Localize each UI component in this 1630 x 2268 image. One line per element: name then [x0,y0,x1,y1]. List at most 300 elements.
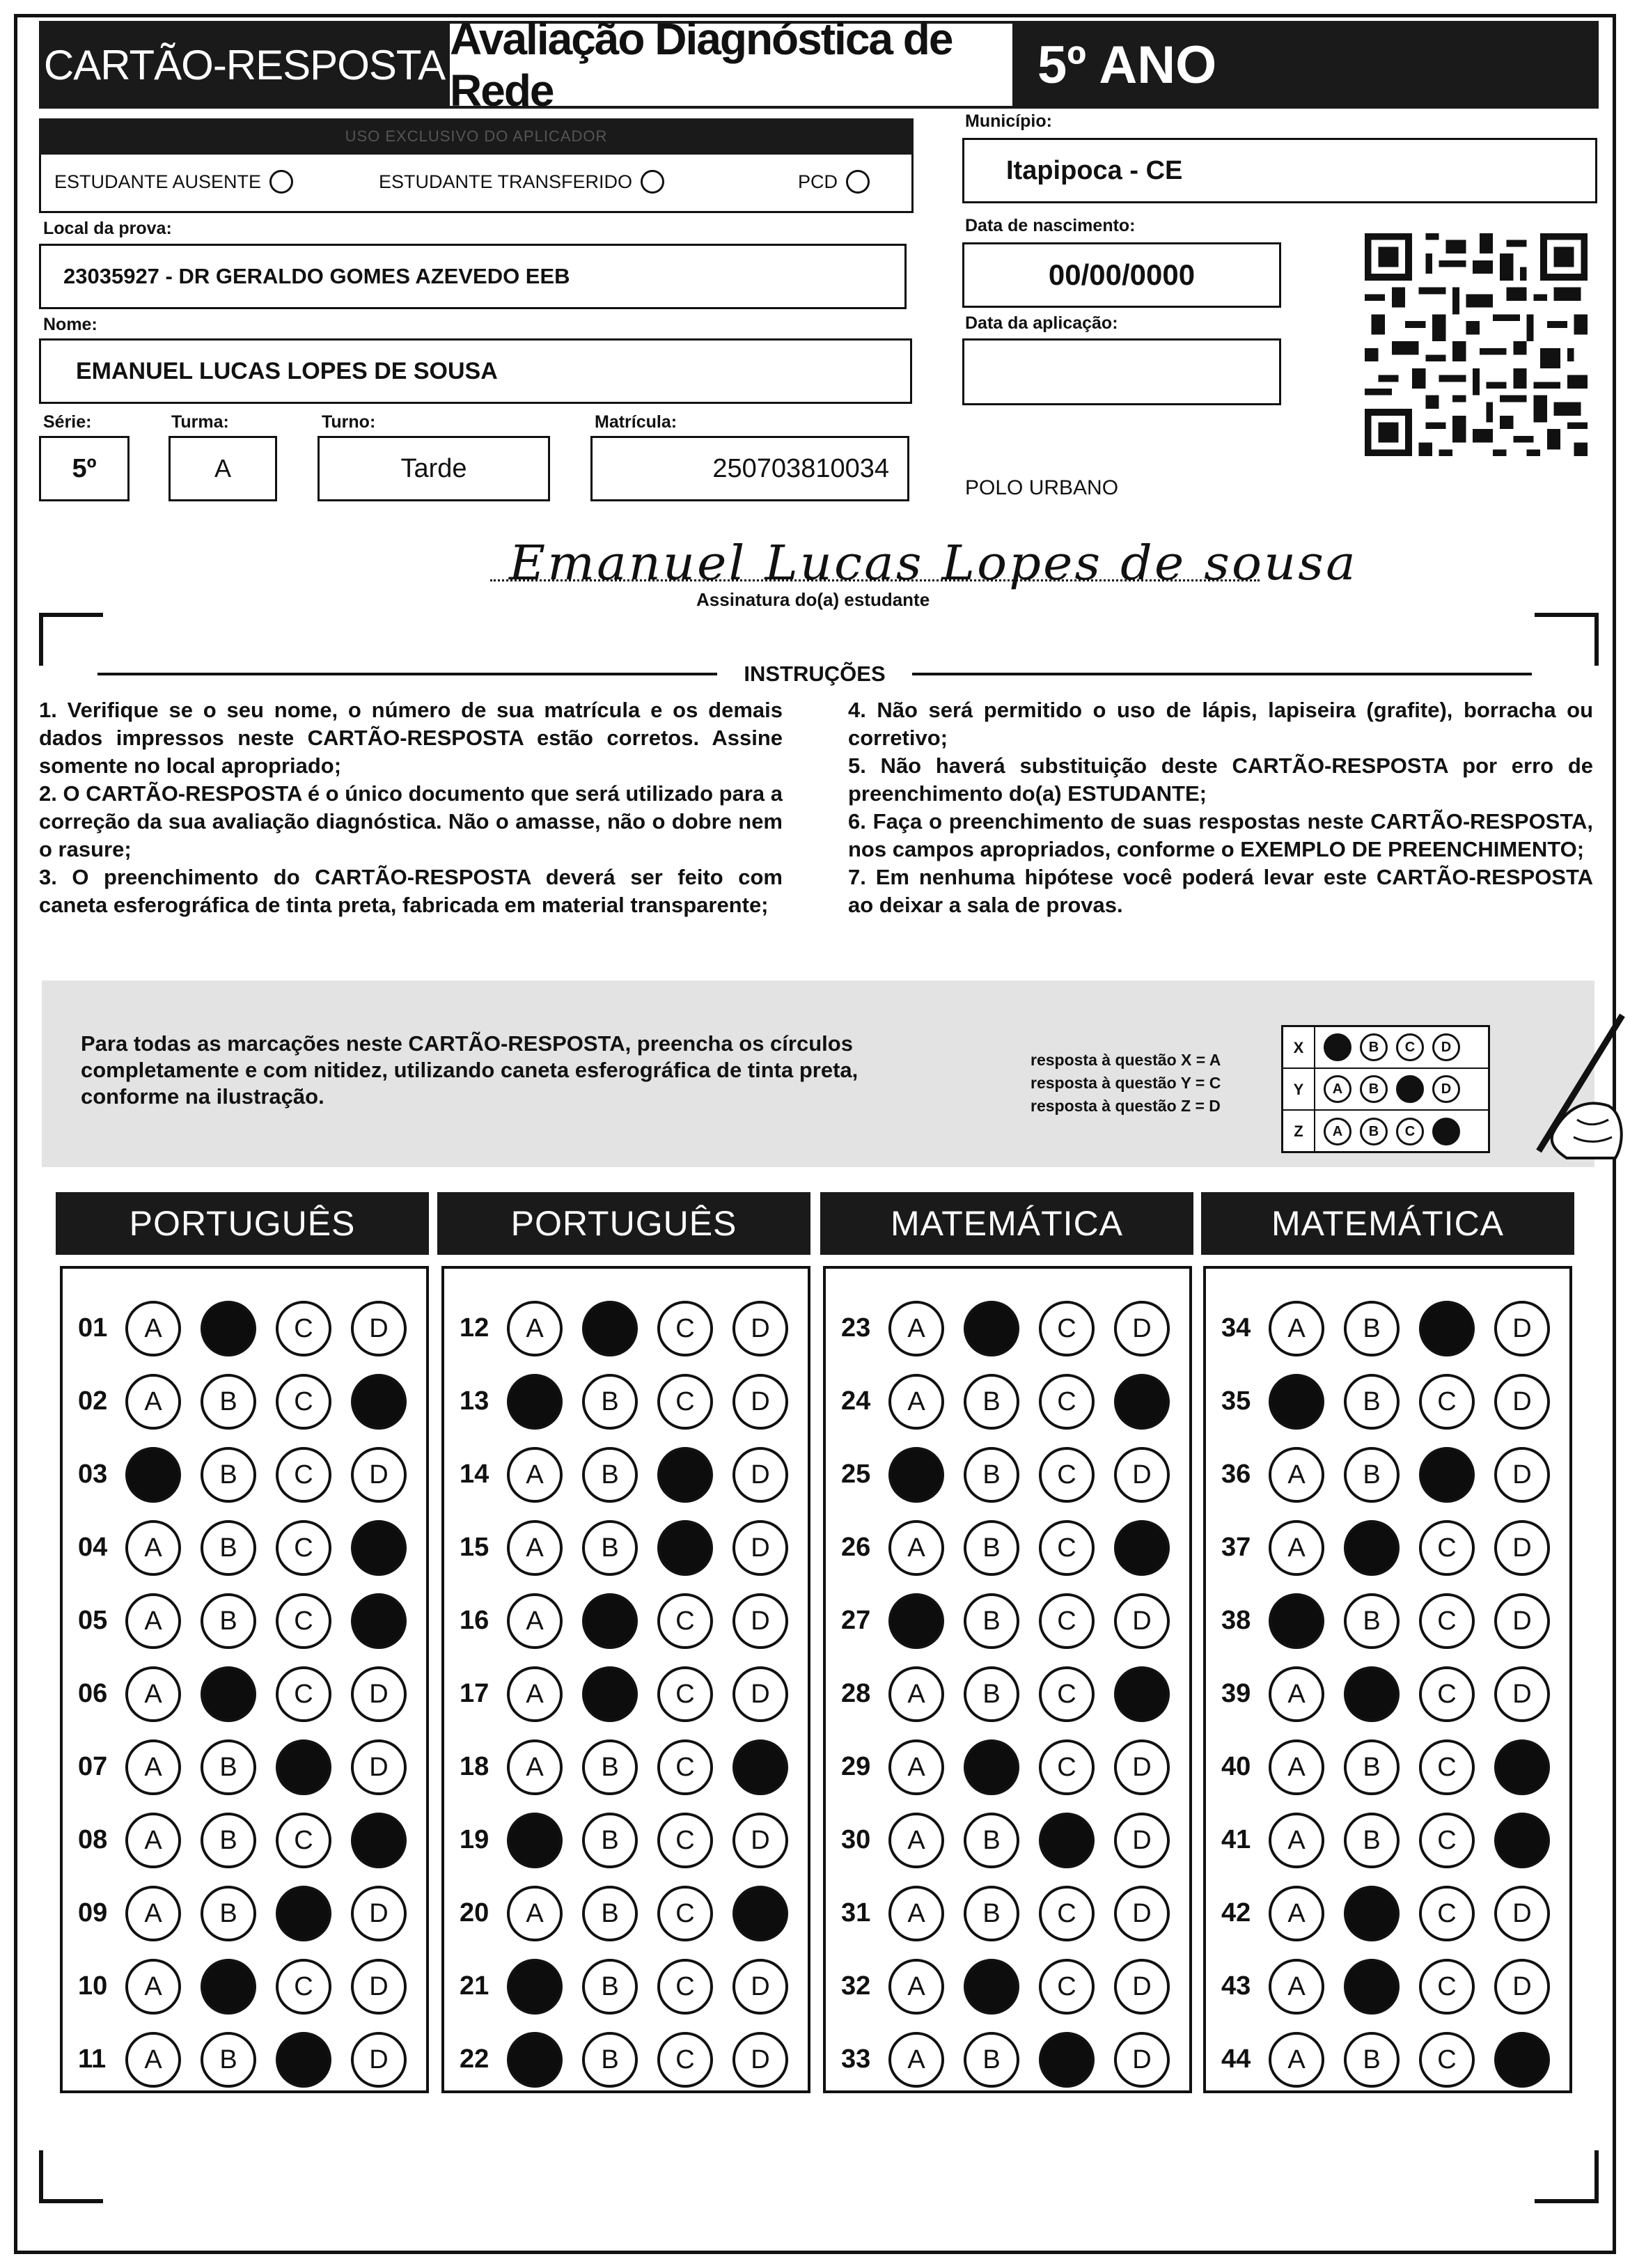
example-bubble: A [1324,1075,1351,1103]
question-number: 19 [460,1825,489,1854]
question-number: 34 [1221,1313,1251,1343]
answer-bubble-d[interactable]: D [1114,1593,1170,1649]
absent-option[interactable] [54,170,293,194]
answer-bubble-b[interactable] [201,1959,256,2015]
answer-bubble-c[interactable]: C [657,1301,713,1356]
question-row [826,1516,1189,1579]
question-row [63,1808,426,1871]
answer-bubble-c[interactable] [1039,1813,1095,1868]
pcd-label: PCD [798,171,838,192]
answer-bubble-b[interactable]: B [1344,1593,1400,1649]
answer-bubble-a[interactable]: A [888,1813,944,1868]
answer-bubble-a[interactable]: A [888,1666,944,1722]
question-number: 05 [78,1606,108,1635]
example-row [1283,1111,1488,1152]
turma-label: Turma: [171,412,229,432]
question-number: 37 [1221,1533,1251,1562]
answer-bubble-a[interactable]: A [507,1301,563,1356]
question-row [63,1370,426,1432]
question-row [826,2028,1189,2090]
answer-bubble-b[interactable] [1344,1666,1400,1722]
answer-bubble-b[interactable]: B [1344,1374,1400,1430]
legend-line: resposta à questão X = A [1030,1051,1221,1069]
question-row [1206,1882,1569,1944]
instructions-rule-left [97,673,717,675]
transferred-bubble[interactable] [641,170,664,194]
question-number: 35 [1221,1386,1251,1416]
answer-bubble-c[interactable]: C [276,1520,331,1576]
answer-bubble-c[interactable]: C [1419,1666,1475,1722]
question-row [826,1735,1189,1798]
answer-column [60,1266,429,2093]
answer-bubble-a[interactable] [1269,1593,1324,1649]
answer-bubble-d[interactable]: D [351,1666,407,1722]
answer-bubble-c[interactable]: C [1039,1593,1095,1649]
answer-bubble-a[interactable]: A [507,1666,563,1722]
question-number: 32 [841,1971,871,2001]
answer-bubble-c[interactable]: C [276,1959,331,2015]
answer-bubble-a[interactable]: A [507,1739,563,1795]
answer-bubble-b[interactable]: B [201,1886,256,1941]
answer-bubble-a[interactable]: A [1269,1666,1324,1722]
answer-bubble-d[interactable]: D [1494,1886,1550,1941]
question-number: 33 [841,2044,871,2074]
answer-bubble-d[interactable]: D [1494,1520,1550,1576]
answer-bubble-b[interactable] [1344,1520,1400,1576]
answer-bubble-b[interactable]: B [1344,2032,1400,2088]
answer-bubble-b[interactable]: B [964,1886,1019,1941]
question-number: 23 [841,1313,871,1343]
question-row [444,1516,808,1579]
answer-bubble-a[interactable]: A [125,1666,181,1722]
answer-bubble-a[interactable]: A [888,2032,944,2088]
answer-bubble-b[interactable] [964,1739,1019,1795]
answer-bubble-d[interactable]: D [732,1666,788,1722]
answer-bubble-b[interactable]: B [201,1374,256,1430]
answer-bubble-d[interactable] [732,1739,788,1795]
answer-bubble-c[interactable] [276,1739,331,1795]
question-row [1206,1662,1569,1725]
answer-bubble-b[interactable] [582,1301,638,1356]
answer-bubble-d[interactable] [351,1593,407,1649]
answer-bubble-a[interactable]: A [125,1593,181,1649]
question-number: 20 [460,1898,489,1927]
application-date-label: Data da aplicação: [965,313,1118,333]
answer-bubble-b[interactable] [201,1301,256,1356]
question-row [826,1443,1189,1506]
example-bubble: D [1432,1033,1460,1061]
question-row [444,1662,808,1725]
answer-bubble-c[interactable] [657,1520,713,1576]
question-number: 08 [78,1825,108,1854]
question-row [444,1589,808,1652]
answer-bubble-b[interactable]: B [964,1593,1019,1649]
answer-bubble-d[interactable]: D [1494,1959,1550,2015]
question-row [444,1882,808,1944]
answer-bubble-a[interactable] [507,1959,563,2015]
name-label: Nome: [43,315,97,334]
pcd-option[interactable] [798,170,870,194]
answer-bubble-b[interactable]: B [964,1813,1019,1868]
answer-bubble-b[interactable]: B [964,1666,1019,1722]
question-number: 15 [460,1533,489,1562]
answer-bubble-b[interactable]: B [964,1520,1019,1576]
answer-bubble-d[interactable]: D [1114,1886,1170,1941]
exam-title: Avaliação Diagnóstica de Rede [450,24,1012,106]
question-number: 40 [1221,1752,1251,1781]
answer-bubble-d[interactable] [351,1520,407,1576]
answer-bubble-b[interactable] [582,1593,638,1649]
answer-bubble-d[interactable]: D [1494,1447,1550,1503]
answer-bubble-d[interactable]: D [351,1886,407,1941]
answer-bubble-a[interactable]: A [1269,1813,1324,1868]
section-header: MATEMÁTICA [820,1192,1193,1255]
answer-bubble-b[interactable]: B [201,1593,256,1649]
question-row [444,1808,808,1871]
question-number: 27 [841,1606,871,1635]
corner-mark-bottom-left [39,2150,103,2203]
serie-field: 5º [39,436,130,501]
answer-bubble-d[interactable]: D [1494,1301,1550,1356]
answer-bubble-d[interactable]: D [732,1374,788,1430]
answer-bubble-c[interactable]: C [657,1959,713,2015]
answer-bubble-c[interactable] [276,1886,331,1941]
corner-mark-top-right [1535,613,1599,666]
answer-bubble-d[interactable]: D [1114,1739,1170,1795]
answer-bubble-c[interactable]: C [276,1593,331,1649]
answer-bubble-c[interactable]: C [1039,1739,1095,1795]
answer-bubble-d[interactable]: D [1114,1959,1170,2015]
question-number: 28 [841,1679,871,1708]
answer-bubble-d[interactable]: D [1114,1813,1170,1868]
answer-bubble-b[interactable]: B [964,1447,1019,1503]
answer-bubble-a[interactable]: A [1269,1447,1324,1503]
question-row [63,1882,426,1944]
example-bubble [1324,1033,1351,1061]
answer-bubble-c[interactable]: C [657,1374,713,1430]
question-number: 38 [1221,1606,1251,1635]
question-number: 01 [78,1313,108,1343]
question-number: 12 [460,1313,489,1343]
answer-bubble-d[interactable]: D [351,1739,407,1795]
example-bubble: C [1396,1033,1424,1061]
question-row [1206,1516,1569,1579]
answer-bubble-d[interactable]: D [1114,2032,1170,2088]
answer-bubble-b[interactable] [1344,1959,1400,2015]
transferred-label: ESTUDANTE TRANSFERIDO [379,171,633,192]
answer-bubble-a[interactable]: A [1269,1959,1324,2015]
question-row [1206,1735,1569,1798]
signature-line [490,579,1260,581]
question-number: 16 [460,1606,489,1635]
answer-bubble-b[interactable]: B [201,2032,256,2088]
answer-bubble-b[interactable] [964,1959,1019,2015]
answer-bubble-d[interactable]: D [351,2032,407,2088]
answer-bubble-d[interactable] [1114,1666,1170,1722]
question-row [63,2028,426,2090]
answer-bubble-c[interactable]: C [1039,1374,1095,1430]
answer-bubble-a[interactable]: A [888,1374,944,1430]
example-row-key: Z [1283,1111,1315,1152]
answer-bubble-c[interactable] [1419,1301,1475,1356]
answer-bubble-d[interactable]: D [351,1447,407,1503]
answer-bubble-b[interactable]: B [582,1374,638,1430]
question-number: 02 [78,1386,108,1416]
answer-bubble-a[interactable]: A [125,1520,181,1576]
absent-bubble[interactable] [269,170,293,194]
answer-bubble-a[interactable]: A [888,1886,944,1941]
answer-bubble-b[interactable]: B [582,1447,638,1503]
answer-bubble-c[interactable]: C [1039,1959,1095,2015]
answer-bubble-d[interactable] [351,1813,407,1868]
answer-bubble-c[interactable]: C [276,1301,331,1356]
answer-bubble-c[interactable]: C [1419,1739,1475,1795]
answer-bubble-d[interactable]: D [1114,1447,1170,1503]
pcd-bubble[interactable] [846,170,870,194]
answer-bubble-d[interactable] [732,1886,788,1941]
question-number: 36 [1221,1460,1251,1489]
answer-bubble-b[interactable]: B [1344,1813,1400,1868]
turno-field: Tarde [318,436,550,501]
answer-bubble-c[interactable]: C [276,1374,331,1430]
answer-bubble-c[interactable]: C [657,1886,713,1941]
question-row [826,1808,1189,1871]
answer-bubble-c[interactable]: C [1039,1520,1095,1576]
question-row [826,1882,1189,1944]
location-label: Local da prova: [43,219,172,238]
answer-bubble-a[interactable]: A [507,1520,563,1576]
answer-bubble-c[interactable]: C [1419,1886,1475,1941]
example-bubble: C [1396,1118,1424,1145]
question-number: 18 [460,1752,489,1781]
fill-example-grid [1281,1025,1490,1153]
answer-bubble-c[interactable]: C [1419,1374,1475,1430]
transferred-option[interactable] [379,170,664,194]
answer-bubble-a[interactable]: A [507,1447,563,1503]
answer-bubble-c[interactable]: C [276,1666,331,1722]
answer-bubble-a[interactable] [507,1813,563,1868]
answer-bubble-a[interactable]: A [1269,1886,1324,1941]
answer-bubble-c[interactable]: C [1419,1959,1475,2015]
question-row [63,1516,426,1579]
answer-bubble-a[interactable]: A [1269,1739,1324,1795]
question-row [1206,1297,1569,1359]
answer-bubble-a[interactable]: A [507,1886,563,1941]
turma-field: A [169,436,277,501]
answer-bubble-a[interactable]: A [1269,2032,1324,2088]
question-number: 44 [1221,2044,1251,2074]
answer-column [1203,1266,1572,2093]
answer-bubble-c[interactable] [1039,2032,1095,2088]
answer-bubble-a[interactable]: A [1269,1301,1324,1356]
location-field: 23035927 - DR GERALDO GOMES AZEVEDO EEB [39,244,907,309]
answer-bubble-a[interactable]: A [125,1301,181,1356]
answer-bubble-a[interactable]: A [125,1886,181,1941]
matricula-field: 250703810034 [590,436,909,501]
answer-bubble-b[interactable]: B [582,1520,638,1576]
answer-bubble-b[interactable]: B [1344,1739,1400,1795]
answer-bubble-a[interactable]: A [888,1520,944,1576]
answer-bubble-a[interactable] [1269,1374,1324,1430]
answer-bubble-b[interactable]: B [1344,1301,1400,1356]
answer-bubble-b[interactable]: B [582,2032,638,2088]
section-header: MATEMÁTICA [1201,1192,1574,1255]
answer-bubble-d[interactable]: D [1494,1374,1550,1430]
answer-bubble-a[interactable] [888,1447,944,1503]
answer-bubble-c[interactable] [657,1447,713,1503]
question-row [63,1662,426,1725]
question-row [444,1370,808,1432]
answer-bubble-a[interactable]: A [888,1959,944,2015]
example-bubble [1432,1118,1460,1145]
answer-bubble-d[interactable]: D [732,1813,788,1868]
answer-bubble-a[interactable] [888,1593,944,1649]
matricula-label: Matrícula: [595,412,677,432]
question-number: 41 [1221,1825,1251,1854]
answer-bubble-d[interactable]: D [732,1520,788,1576]
answer-bubble-a[interactable]: A [888,1301,944,1356]
answer-bubble-c[interactable]: C [276,1447,331,1503]
question-row [63,1589,426,1652]
answer-bubble-c[interactable]: C [1039,1447,1095,1503]
turno-label: Turno: [322,412,376,432]
answer-bubble-c[interactable]: C [1039,1666,1095,1722]
answer-bubble-b[interactable] [964,1301,1019,1356]
example-bubble [1396,1075,1424,1103]
answer-bubble-c[interactable] [276,2032,331,2088]
question-row [826,1955,1189,2017]
answer-bubble-d[interactable]: D [732,2032,788,2088]
answer-bubble-a[interactable]: A [125,2032,181,2088]
answer-bubble-d[interactable] [1494,2032,1550,2088]
answer-bubble-c[interactable]: C [657,1666,713,1722]
question-number: 24 [841,1386,871,1416]
answer-bubble-b[interactable]: B [582,1739,638,1795]
answer-bubble-c[interactable]: C [657,2032,713,2088]
question-number: 31 [841,1898,871,1927]
answer-bubble-d[interactable]: D [351,1301,407,1356]
answer-bubble-a[interactable]: A [1269,1520,1324,1576]
answer-bubble-d[interactable]: D [732,1959,788,2015]
birth-label: Data de nascimento: [965,216,1136,235]
question-row [826,1662,1189,1725]
answer-bubble-a[interactable] [125,1447,181,1503]
answer-bubble-d[interactable] [1114,1374,1170,1430]
question-row [63,1297,426,1359]
answer-bubble-d[interactable]: D [1494,1666,1550,1722]
answer-bubble-c[interactable] [1419,1447,1475,1503]
answer-bubble-c[interactable]: C [657,1813,713,1868]
answer-bubble-b[interactable]: B [964,1374,1019,1430]
answer-bubble-b[interactable]: B [201,1739,256,1795]
answer-bubble-d[interactable]: D [351,1959,407,2015]
question-row [1206,1443,1569,1506]
answer-bubble-a[interactable]: A [888,1739,944,1795]
example-bubble: D [1432,1075,1460,1103]
answer-bubble-b[interactable]: B [201,1813,256,1868]
question-row [444,1955,808,2017]
question-number: 29 [841,1752,871,1781]
question-number: 03 [78,1460,108,1489]
answer-bubble-b[interactable]: B [582,1886,638,1941]
answer-bubble-c[interactable]: C [657,1739,713,1795]
example-row [1283,1069,1488,1111]
grade-title: 5º ANO [1037,35,1217,95]
answer-bubble-b[interactable] [1344,1886,1400,1941]
answer-bubble-b[interactable] [582,1666,638,1722]
question-row [826,1370,1189,1432]
answer-bubble-c[interactable]: C [1419,1520,1475,1576]
answer-bubble-d[interactable]: D [732,1301,788,1356]
answer-bubble-a[interactable]: A [125,1374,181,1430]
legend-line: resposta à questão Y = C [1030,1074,1221,1092]
question-number: 11 [78,2044,107,2074]
instructions-header [97,662,1532,687]
section-header: PORTUGUÊS [56,1192,429,1255]
instructions-right: 4. Não será permitido o uso de lápis, lapiseira (grafite), borracha ou corretivo; 5. Não haverá substituição deste CARTÃO-RESPOSTA por erro de preenchimento do(a) ESTUDANTE; 6. Faça o preenchimento de suas respostas neste CARTÃO-RESPOSTA, nos campos apropriados, conforme o EXEMPLO DE PREENCHIMENTO; 7. Em nenhuma hipótese você poderá levar este CARTÃO-RESPOSTA ao deixar a sala de provas. [848,698,1593,917]
answer-bubble-a[interactable] [507,1374,563,1430]
answer-bubble-c[interactable]: C [657,1593,713,1649]
question-row [1206,1955,1569,2017]
answer-bubble-b[interactable]: B [582,1813,638,1868]
answer-bubble-d[interactable]: D [732,1593,788,1649]
answer-bubble-c[interactable]: C [1419,1813,1475,1868]
answer-bubble-d[interactable] [1114,1520,1170,1576]
question-row [444,2028,808,2090]
answer-bubble-c[interactable]: C [1419,2032,1475,2088]
municipality-label: Município: [965,111,1052,131]
answer-bubble-c[interactable]: C [1419,1593,1475,1649]
question-number: 21 [460,1971,489,2001]
question-number: 13 [460,1386,489,1416]
instructions-left: 1. Verifique se o seu nome, o número de sua matrícula e os demais dados impressos neste CARTÃO-RESPOSTA estão corretos. Assine somente no local apropriado; 2. O CARTÃO-RESPOSTA é o único documento que será utilizado para a correção da sua avaliação diagnóstica. Não o amasse, não o dobre nem o rasure; 3. O preenchimento do CARTÃO-RESPOSTA deverá ser feito com caneta esferográfica de tinta preta, fabricada em material transparente; [39,698,783,917]
answer-bubble-b[interactable]: B [201,1447,256,1503]
corner-mark-bottom-right [1535,2150,1599,2203]
answer-bubble-a[interactable]: A [125,1813,181,1868]
question-number: 17 [460,1679,489,1708]
answer-column [441,1266,810,2093]
answer-bubble-d[interactable]: D [1114,1301,1170,1356]
question-number: 06 [78,1679,108,1708]
answer-bubble-d[interactable] [1494,1813,1550,1868]
example-bubble: B [1360,1075,1388,1103]
legend-line: resposta à questão Z = D [1030,1097,1221,1115]
answer-bubble-c[interactable]: C [1039,1301,1095,1356]
qr-code-icon [1365,233,1588,456]
answer-bubble-a[interactable]: A [125,1959,181,2015]
answer-bubble-d[interactable] [1494,1739,1550,1795]
question-number: 25 [841,1460,871,1489]
answer-bubble-a[interactable] [507,2032,563,2088]
answer-bubble-c[interactable]: C [276,1813,331,1868]
absent-label: ESTUDANTE AUSENTE [54,171,262,192]
answer-bubble-a[interactable]: A [507,1593,563,1649]
answer-bubble-d[interactable]: D [732,1447,788,1503]
answer-bubble-b[interactable]: B [201,1520,256,1576]
answer-bubble-b[interactable]: B [582,1959,638,2015]
answer-bubble-d[interactable]: D [1494,1593,1550,1649]
example-bubble: B [1360,1118,1388,1145]
answer-bubble-b[interactable]: B [964,2032,1019,2088]
question-number: 14 [460,1460,489,1489]
answer-bubble-a[interactable]: A [125,1739,181,1795]
answer-bubble-b[interactable]: B [1344,1447,1400,1503]
answer-bubble-b[interactable] [201,1666,256,1722]
answer-bubble-d[interactable] [351,1374,407,1430]
answer-bubble-c[interactable]: C [1039,1886,1095,1941]
instructions-title: INSTRUÇÕES [744,662,886,686]
polo-label: POLO URBANO [965,476,1119,499]
